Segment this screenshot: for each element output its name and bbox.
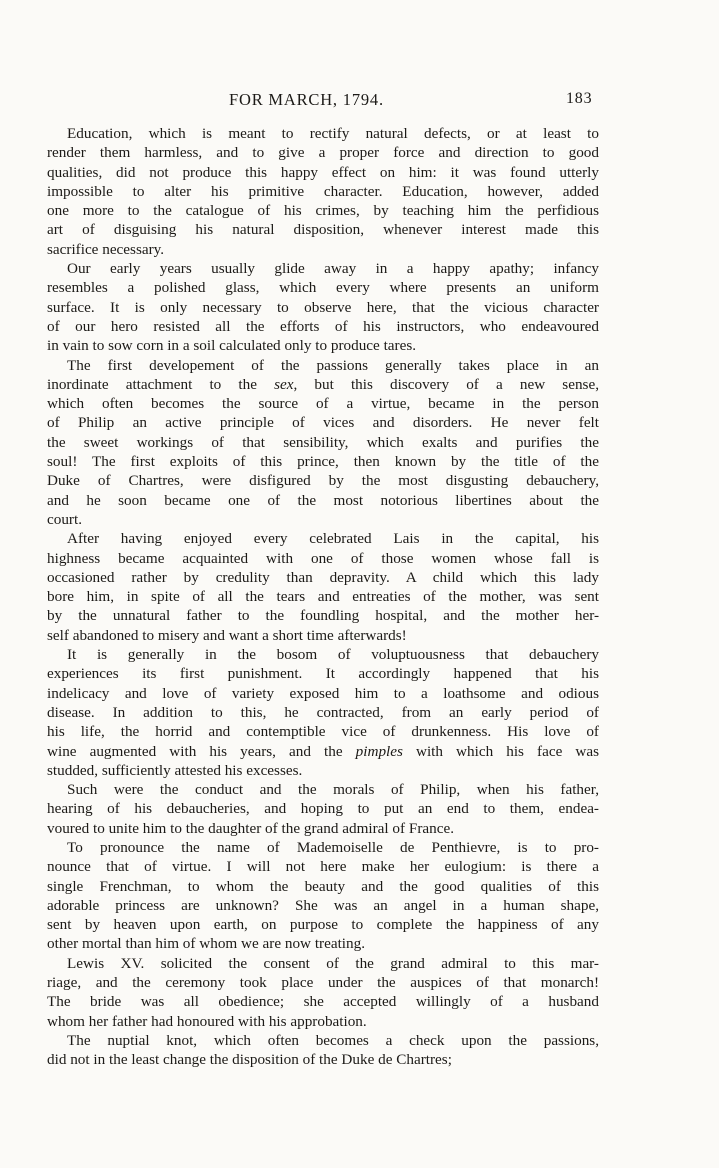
paragraph	[47, 838, 599, 954]
text-line: The nuptial knot, which often becomes a check upon the passions,	[67, 1031, 599, 1049]
paragraph	[47, 529, 599, 645]
paragraph	[47, 124, 599, 259]
text-line: render them harmless, and to give a proper force and direction to good	[47, 144, 599, 162]
text-line: did not in the least change the disposition of the Duke de Chartres;	[47, 1051, 452, 1069]
page-header	[0, 90, 719, 114]
text-line: sacrifice necessary.	[47, 240, 165, 258]
text-line: The bride was all obedience; she accepted willingly of a husband	[47, 993, 599, 1011]
page-number: 183	[566, 90, 593, 107]
text-line: of our hero resisted all the efforts of his instructors, who endeavoured	[47, 317, 599, 335]
text-line: highness became acquainted with one of those women whose fall is	[47, 549, 599, 567]
text-line: riage, and the ceremony took place under the auspices of that monarch!	[47, 974, 599, 992]
text-line: To pronounce the name of Mademoiselle de Penthievre, is to pro-	[67, 838, 599, 856]
text-line: bore him, in spite of all the tears and entreaties of the mother, was sent	[47, 588, 599, 606]
text-line: disease. In addition to this, he contracted, from an early period of	[47, 703, 599, 721]
paragraph	[47, 954, 599, 1031]
text-line: resembles a polished glass, which every where presents an uniform	[47, 279, 599, 297]
text-line: adorable princess are unknown? She was an angel in a human shape,	[47, 896, 599, 914]
text-line: whom her father had honoured with his approbation.	[47, 1012, 367, 1030]
text-line: other mortal than him of whom we are now treating.	[47, 935, 366, 953]
paragraph	[47, 356, 599, 530]
text-line: hearing of his debaucheries, and hoping to put an end to them, endea-	[47, 800, 599, 818]
body-text	[47, 124, 599, 1070]
text-line: Our early years usually glide away in a happy apathy; infancy	[67, 260, 599, 278]
text-line: Education, which is meant to rectify natural defects, or at least to	[67, 125, 599, 142]
text-line: impossible to alter his primitive character. Education, however, added	[47, 182, 599, 200]
text-line: inordinate attachment to the sex, but this discovery of a new sense,	[47, 375, 599, 393]
text-line: the sweet workings of that sensibility, which exalts and purifies the	[47, 433, 599, 451]
text-line: indelicacy and love of variety exposed him to a loathsome and odious	[47, 684, 599, 702]
text-line: of Philip an active principle of vices and disorders. He never felt	[47, 414, 599, 432]
text-line: wine augmented with his years, and the pimples with which his face was	[47, 742, 599, 760]
text-line: Lewis XV. solicited the consent of the grand admiral to this mar-	[67, 954, 599, 972]
text-line: It is generally in the bosom of voluptuousness that debauchery	[67, 646, 599, 664]
text-line: one more to the catalogue of his crimes, by teaching him the perfidious	[47, 202, 599, 220]
text-line: self abandoned to misery and want a short time afterwards!	[47, 626, 407, 644]
text-line: nounce that of virtue. I will not here make her eulogium: is there a	[47, 858, 599, 876]
text-line: experiences its first punishment. It accordingly happened that his	[47, 665, 599, 683]
text-line: which often becomes the source of a virtue, became in the person	[47, 395, 599, 413]
text-line: single Frenchman, to whom the beauty and the good qualities of this	[47, 877, 599, 895]
text-line: court.	[47, 510, 83, 528]
text-line: Duke of Chartres, were disfigured by the most disgusting debauchery,	[47, 472, 599, 490]
text-line: The first developement of the passions generally takes place in an	[67, 356, 599, 374]
paragraph	[47, 259, 599, 355]
running-title: FOR MARCH, 1794.	[229, 90, 384, 109]
text-line: in vain to sow corn in a soil calculated only to produce tares.	[47, 337, 417, 355]
text-line: soul! The first exploits of this prince, then known by the title of the	[47, 453, 599, 471]
text-line: sent by heaven upon earth, on purpose to complete the happiness of any	[47, 916, 599, 934]
text-line: surface. It is only necessary to observe here, that the vicious character	[47, 298, 599, 316]
text-line: occasioned rather by credulity than depravity. A child which this lady	[47, 568, 599, 586]
text-line: Such were the conduct and the morals of Philip, when his father,	[67, 781, 599, 799]
text-line: art of disguising his natural disposition, whenever interest made this	[47, 221, 599, 239]
paragraph	[47, 780, 599, 838]
text-line: his life, the horrid and contemptible vice of drunkenness. His love of	[47, 723, 599, 741]
text-line: studded, sufficiently attested his excesses.	[47, 761, 303, 779]
paragraph	[47, 645, 599, 780]
text-line: qualities, did not produce this happy effect on him: it was found utterly	[47, 163, 599, 181]
text-line: voured to unite him to the daughter of the grand admiral of France.	[47, 819, 454, 837]
text-line: After having enjoyed every celebrated Lais in the capital, his	[67, 530, 599, 548]
paragraph	[47, 1031, 599, 1070]
text-line: by the unnatural father to the foundling hospital, and the mother her-	[47, 607, 599, 625]
text-line: and he soon became one of the most notorious libertines about the	[47, 491, 599, 509]
